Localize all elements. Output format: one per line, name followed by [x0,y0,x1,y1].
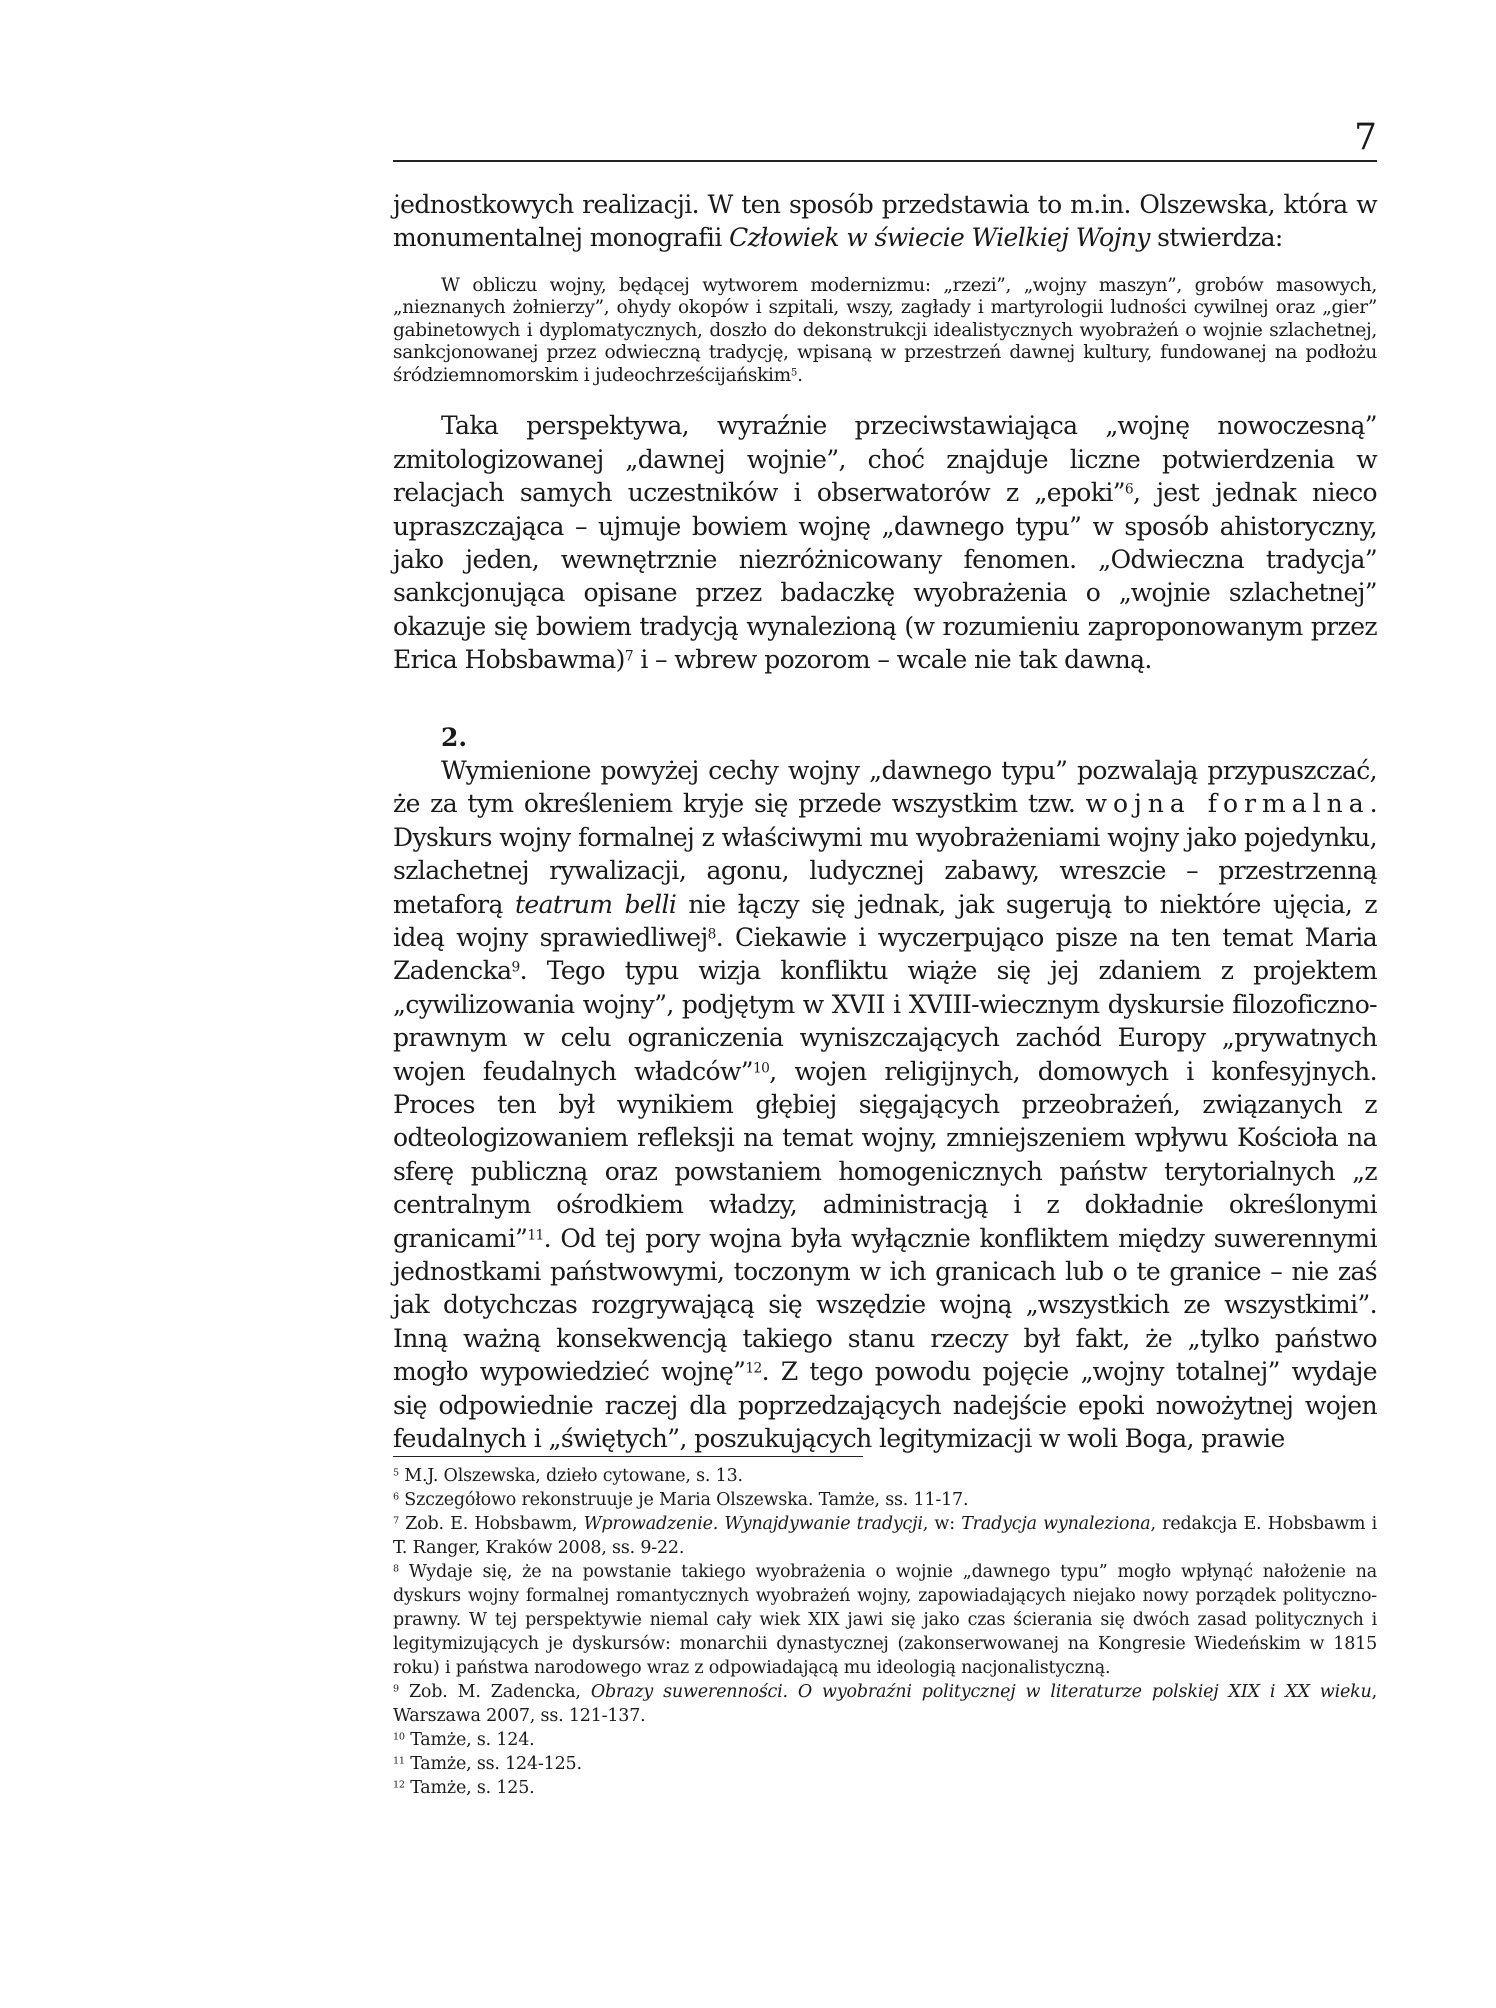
footnote-number: 12 [393,1779,405,1791]
footnote-ref: 10 [752,1060,770,1077]
footnote-9 [393,1680,1377,1728]
section-number: 2. [441,722,468,752]
footnote-text: Zob. E. Hobsbawm, [398,1514,584,1534]
footnote-ref: 5 [790,367,798,379]
footnote-title: Tradycja wynaleziona [961,1514,1151,1534]
footnote-ref: 6 [1124,481,1134,498]
text-run: i – wbrew pozorom – wcale nie tak dawną. [632,645,1152,675]
footnote-7 [393,1512,1377,1560]
footnote-5 [393,1464,1377,1488]
paragraph-perspective [393,409,1377,676]
footnote-title: Wprowadzenie. Wynajdywanie tradycji [583,1514,923,1534]
text-run: . Dyskurs wojny formalnej z właściwymi mu wyobrażeniami wojny jako pojedynku, szlachetnej rywalizacji, agonu, ludycznej zabawy, wreszcie – przestrzenną metaforą [393,789,1377,919]
footnote-number: 9 [393,1683,399,1695]
text-run: . Ciekawie i wyczerpująco pisze na ten temat Maria Zadencka [393,923,1378,986]
footnote-number: 11 [393,1755,405,1767]
text-run: . Z tego powodu pojęcie „wojny totalnej” wydaje się odpowiednie raczej dla poprzedzających nadejście epoki nowożytnej wojen feudalnych i „świętych”, poszukujących legitymizacji w woli Boga, prawie [393,1357,1377,1454]
footnote-10 [393,1728,1377,1752]
text-run: , wojen religijnych, domowych i konfesyjnych. Proces ten był wynikiem głębiej sięgających przeobrażeń, związanych z odteologizowaniem refleksji na temat wojny, zmniejszeniem wpływu Kościoła na sferę publiczną oraz powstaniem homogenicznych państw terytorialnych „z centralnym ośrodkiem władzy, administracją i z dokładnie określonymi granicami” [393,1056,1377,1253]
quote-text: W obliczu wojny, będącej wytworem modernizmu: „rzezi”, „wojny maszyn”, grobów masowych, „nieznanych żołnierzy”, ohydy okopów i szpitali, wszy, zagłady i martyrologii ludności cywilnej oraz „gier” gabinetowych i dyplomatycznych, doszło do dekonstrukcji idealistycznych wyobrażeń o wojnie szlachetnej, sankcjonowanej przez odwieczną tradycję, wpisaną w przestrzeń dawnej kultury, fundowanej na podłożu śródziemnomorskim i judeochrześcijańskim [393,274,1377,386]
footnote-text: Tamże, ss. 124-125. [404,1754,582,1774]
footnote-11 [393,1752,1377,1776]
footnotes [393,1464,1377,1800]
footnote-text: , redakcja E. Hobsbawm i T. Ranger, Kraków 2008, ss. 9-22. [393,1514,1377,1558]
footnote-title: Obrazy suwerenności. O wyobraźni politycznej w literaturze polskiej XIX i XX wieku [590,1682,1372,1702]
text-run: nie łączy się jednak, jak sugerują to niektóre ujęcia, z ideą wojny sprawiedliwej [393,889,1377,952]
footnote-text: Szczegółowo rekonstruuje je Maria Olszewska. Tamże, ss. 11-17. [398,1490,969,1510]
footnote-12 [393,1776,1377,1800]
footnote-8 [393,1560,1377,1680]
footnote-divider [393,1456,863,1457]
footnote-ref: 9 [511,959,520,976]
footnote-ref: 12 [745,1360,762,1377]
footnote-ref: 11 [527,1227,544,1244]
book-title: Człowiek w świecie Wielkiej Wojny [729,223,1150,253]
text-run: . [797,364,803,386]
footnote-text: Wydaje się, że na powstanie takiego wyobrażenia o wojnie „dawnego typu” mogło wpłynąć nałożenie na dyskurs wojny formalnej romantycznych wyobrażeń wojny, zapowiadających niejako nowy porządek polityczno-prawny. W tej perspektywie niemal cały wiek XIX jawi się jako czas ścierania się dwóch zasad politycznych i legitymizujących je dyskursów: monarchii dynastycznej (zakonserwowanej na Kongresie Wiedeńskim w 1815 roku) i państwa narodowego wraz z odpowiadającą mu ideologią nacjonalistyczną. [393,1562,1377,1678]
footnote-number: 5 [393,1467,399,1479]
footnote-ref: 8 [707,926,716,943]
footnote-number: 6 [393,1491,399,1503]
footnote-text: , w: [922,1514,962,1534]
footnote-ref: 7 [624,648,633,665]
text-run: . Od tej pory wojna była wyłącznie konfliktem między suwerennymi jednostkami państwowymi, toczonym w ich granicach lub o te granice – nie zaś jak dotychczas rozgrywającą się wszędzie wojną „wszystkich ze wszystkimi”. Inną ważną konsekwencją takiego stanu rzeczy był fakt, że „tylko państwo mogło wypowiedzieć wojnę” [393,1223,1377,1387]
footnote-text: M.J. Olszewska, dzieło cytowane, s. 13. [398,1466,743,1486]
footnote-6 [393,1488,1377,1512]
block-quote [393,275,1377,388]
text-run: stwierdza: [1149,223,1283,253]
text-run: Wymienione powyżej cechy wojny „dawnego typu” pozwalają przypuszczać, że za tym określeniem kryje się przede wszystkim tzw. [393,755,1377,819]
footnote-text: Tamże, s. 125. [404,1778,535,1798]
paragraph-formal-war [393,754,1377,1456]
footnote-number: 7 [393,1515,399,1527]
body-text [393,188,1377,1456]
footnote-text: , Warszawa 2007, ss. 121-137. [393,1682,1377,1726]
footnote-number: 8 [393,1563,399,1575]
text-run: , jest jednak nieco upraszczająca – ujmuje bowiem wojnę „dawnego typu” w sposób ahistoryczny, jako jeden, wewnętrznie niezróżnicowany fenomen. „Odwieczna tradycja” sankcjonująca opisane przez badaczkę wyobrażenia o „wojnie szlachetnej” okazuje się bowiem tradycją wynalezioną (w rozumieniu zaproponowanym przez Erica Hobsbawma) [393,478,1377,675]
footnote-text: Tamże, s. 124. [404,1730,535,1750]
text-run: Taka perspektywa, wyraźnie przeciwstawiająca „wojnę nowoczesną” zmitologizowanej „dawnej wojnie”, choć znajduje liczne potwierdzenia w relacjach samych uczestników i obserwatorów z „epoki” [393,411,1377,508]
page-header [393,118,1377,162]
page-number: 7 [1354,117,1377,158]
spaced-term: wojna formalna [1085,789,1370,819]
footnote-number: 10 [393,1731,405,1743]
paragraph-intro [393,188,1377,255]
text-run: jednostkowych realizacji. W ten sposób przedstawia to m.in. Olszewska, która w monumentalnej monografii [393,190,1377,253]
footnote-text: Zob. M. Zadencka, [398,1682,591,1702]
italic-term: teatrum belli [514,889,677,919]
text-run: . Tego typu wizja konfliktu wiąże się jej zdaniem z projektem „cywilizowania wojny”, podjętym w XVII i XVIII-wiecznym dyskursie filozoficzno-prawnym w celu ograniczenia wyniszczających zachód Europy „prywatnych wojen feudalnych władców” [393,956,1377,1086]
